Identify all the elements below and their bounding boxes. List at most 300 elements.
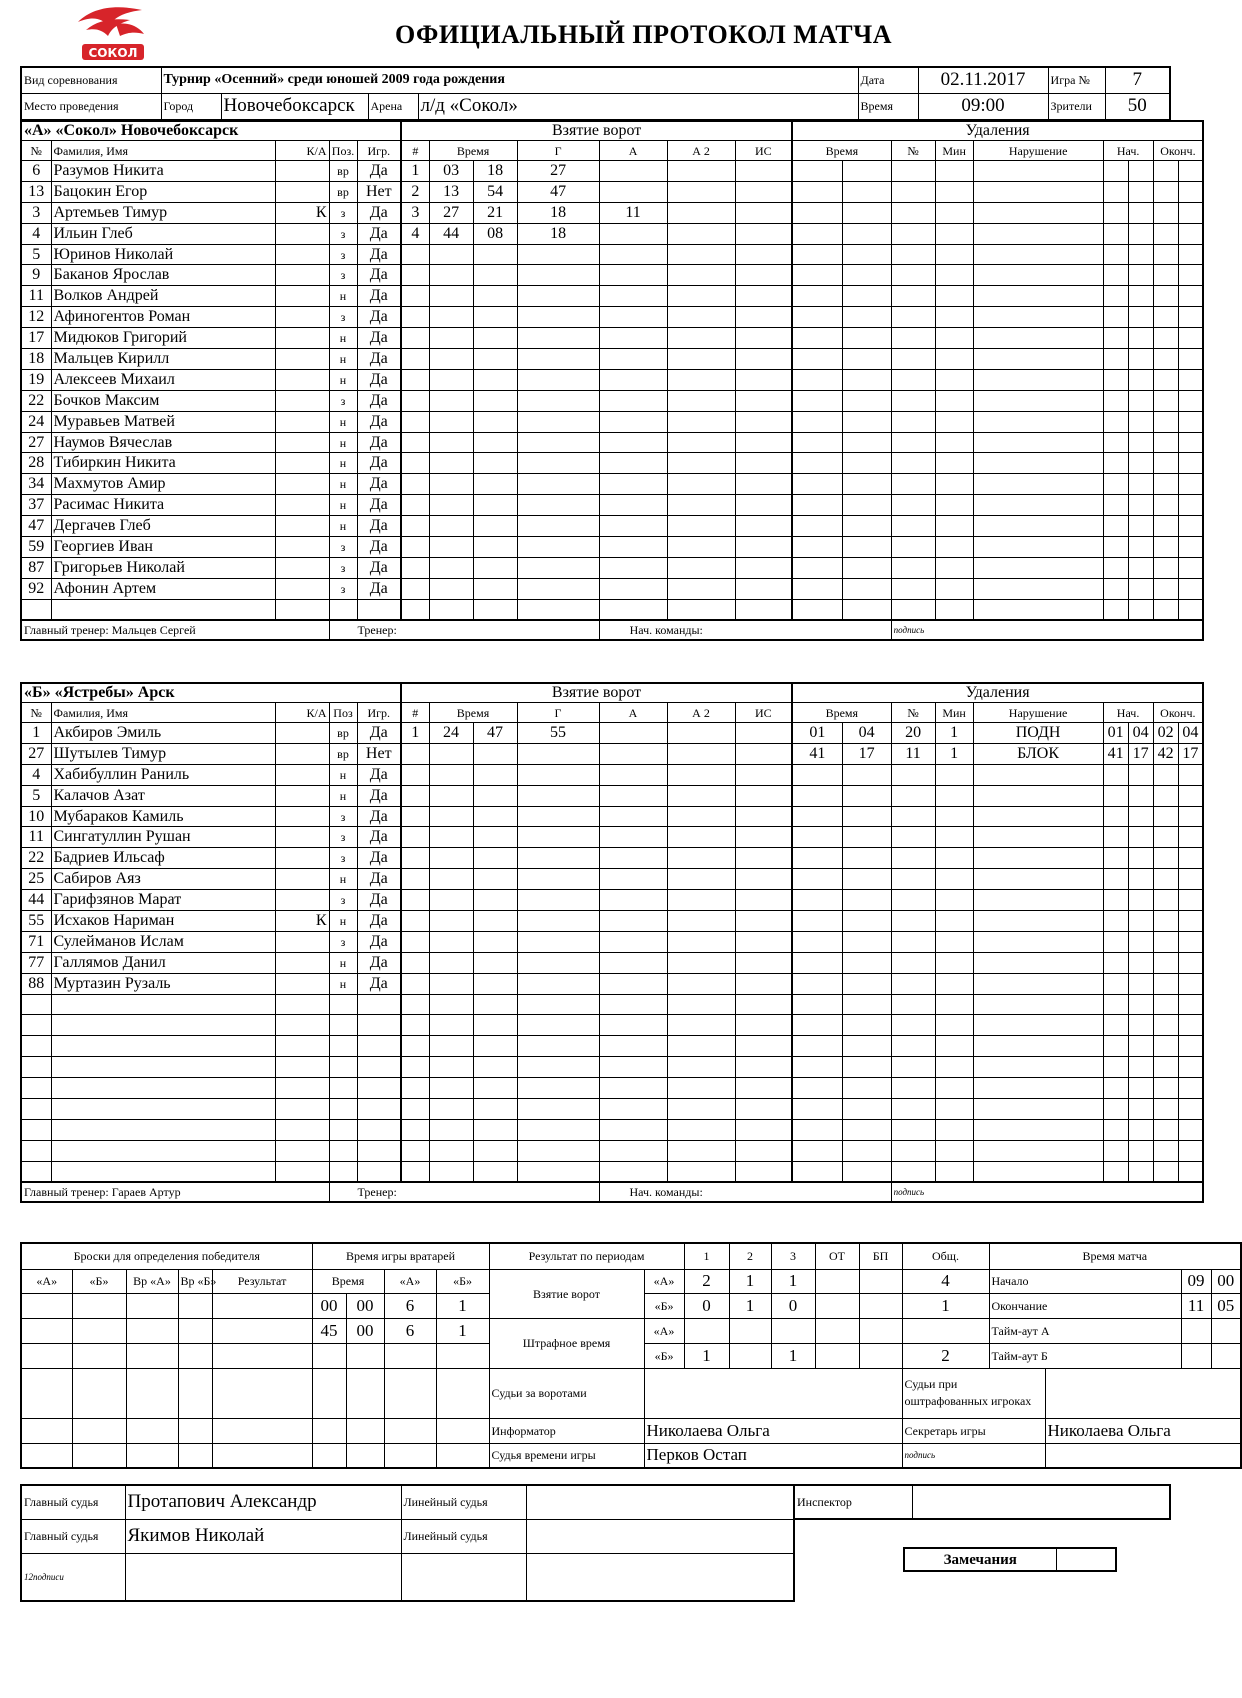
goal-assist-2 xyxy=(667,973,735,994)
player-played xyxy=(357,1161,401,1182)
penalty-end-sec xyxy=(1178,244,1203,265)
penalty-time-sec xyxy=(842,1036,891,1057)
player-captain-mark xyxy=(275,806,329,827)
goal-assist-2 xyxy=(667,453,735,474)
player-position: н xyxy=(329,869,357,890)
penalty-start-sec xyxy=(1128,994,1153,1015)
penalty-minutes xyxy=(935,328,973,349)
player-name xyxy=(51,994,275,1015)
goal-scorer xyxy=(517,994,599,1015)
goal-time-min xyxy=(429,537,473,558)
penalty-end-sec: 17 xyxy=(1178,743,1203,764)
player-played: Да xyxy=(357,349,401,370)
player-number xyxy=(21,1078,51,1099)
player-number: 22 xyxy=(21,390,51,411)
goal-scorer xyxy=(517,911,599,932)
penalty-end-min xyxy=(1153,599,1178,620)
penalty-start-sec xyxy=(1128,369,1153,390)
player-captain-mark xyxy=(275,390,329,411)
penalty-end-min xyxy=(1153,1036,1178,1057)
player-captain-mark: К xyxy=(275,202,329,223)
player-number: 19 xyxy=(21,369,51,390)
penalty-start-sec xyxy=(1128,181,1153,202)
goal-index xyxy=(401,516,429,537)
pen-b-p1: 1 xyxy=(684,1343,729,1368)
goal-index xyxy=(401,265,429,286)
player-position: н xyxy=(329,495,357,516)
goal-assist-1 xyxy=(599,1036,667,1057)
goal-time-sec xyxy=(473,890,517,911)
goal-assist-1 xyxy=(599,1119,667,1140)
penalty-start-min xyxy=(1103,474,1128,495)
goal-scorer: 18 xyxy=(517,223,599,244)
player-played: Да xyxy=(357,869,401,890)
arena-label: Арена xyxy=(368,93,418,119)
penalty-start-min xyxy=(1103,578,1128,599)
penalty-time-sec xyxy=(842,806,891,827)
goal-time-sec: 47 xyxy=(473,723,517,744)
penalty-time-sec xyxy=(842,869,891,890)
penalty-time-min xyxy=(792,307,842,328)
player-position: н xyxy=(329,911,357,932)
player-played: Нет xyxy=(357,181,401,202)
goal-situation xyxy=(735,1140,792,1161)
penalty-time-min xyxy=(792,1140,842,1161)
goal-assist-2 xyxy=(667,599,735,620)
penalty-minutes xyxy=(935,349,973,370)
penalty-start-min xyxy=(1103,869,1128,890)
goal-assist-1 xyxy=(599,952,667,973)
match-info-table xyxy=(20,66,1171,120)
penalty-start-min xyxy=(1103,827,1128,848)
penalty-end-sec xyxy=(1178,931,1203,952)
penalty-time-sec xyxy=(842,286,891,307)
goal-index xyxy=(401,537,429,558)
goals-b-p2: 1 xyxy=(729,1293,771,1318)
period-bp-header: БП xyxy=(859,1243,902,1269)
timeout-a-label: Тайм-аут А xyxy=(989,1318,1181,1343)
penalty-end-sec xyxy=(1178,994,1203,1015)
player-number: 27 xyxy=(21,432,51,453)
shootout-b-header: «Б» xyxy=(72,1269,126,1293)
penalty-time-min xyxy=(792,785,842,806)
goal-time-min xyxy=(429,952,473,973)
penalty-player-number xyxy=(891,599,935,620)
player-position xyxy=(329,1161,357,1182)
goal-assist-2 xyxy=(667,369,735,390)
penalty-end-min: 42 xyxy=(1153,743,1178,764)
penalty-violation xyxy=(973,1057,1103,1078)
player-position: вр xyxy=(329,743,357,764)
goals-a-bp xyxy=(859,1269,902,1293)
player-name: Артемьев Тимур xyxy=(51,202,275,223)
penalty-end-min xyxy=(1153,764,1178,785)
penalty-time-min xyxy=(792,495,842,516)
penalty-player-number xyxy=(891,806,935,827)
goal-time-sec xyxy=(473,244,517,265)
player-name: Алексеев Михаил xyxy=(51,369,275,390)
penalty-time-min xyxy=(792,1161,842,1182)
penalty-end-min xyxy=(1153,265,1178,286)
goal-time-sec: 54 xyxy=(473,181,517,202)
penalty-violation xyxy=(973,827,1103,848)
player-played: Да xyxy=(357,931,401,952)
goal-time-min xyxy=(429,474,473,495)
penalty-time-sec xyxy=(842,307,891,328)
penalty-start-min xyxy=(1103,1119,1128,1140)
gk-row2-b: 1 xyxy=(436,1318,489,1343)
col-pen-violation-header: Нарушение xyxy=(973,703,1103,723)
penalty-start-sec xyxy=(1128,1057,1153,1078)
penalty-start-min xyxy=(1103,537,1128,558)
penalty-end-min xyxy=(1153,785,1178,806)
goal-index: 3 xyxy=(401,202,429,223)
penalty-time-sec xyxy=(842,578,891,599)
goal-assist-2 xyxy=(667,952,735,973)
col-goal-a2-header: А 2 xyxy=(667,141,735,161)
goal-assist-1 xyxy=(599,723,667,744)
coach-sign-label: подпись xyxy=(891,1182,1203,1202)
player-position: н xyxy=(329,411,357,432)
goal-scorer xyxy=(517,848,599,869)
player-captain-mark xyxy=(275,307,329,328)
goal-scorer xyxy=(517,265,599,286)
player-played xyxy=(357,1099,401,1120)
penalty-end-min xyxy=(1153,432,1178,453)
penalty-start-min xyxy=(1103,202,1128,223)
goal-scorer xyxy=(517,764,599,785)
player-position: н xyxy=(329,286,357,307)
player-number: 9 xyxy=(21,265,51,286)
goal-assist-1 xyxy=(599,578,667,599)
penalty-minutes xyxy=(935,432,973,453)
secretary-value: Николаева Ольга xyxy=(1045,1418,1241,1443)
goal-scorer xyxy=(517,411,599,432)
player-name: Юринов Николай xyxy=(51,244,275,265)
penalty-end-sec xyxy=(1178,181,1203,202)
goal-time-min xyxy=(429,432,473,453)
goals-b-p1: 0 xyxy=(684,1293,729,1318)
player-number: 44 xyxy=(21,890,51,911)
penalty-time-min xyxy=(792,516,842,537)
penalty-violation xyxy=(973,599,1103,620)
player-name xyxy=(51,1015,275,1036)
goal-assist-2 xyxy=(667,764,735,785)
goal-assist-2 xyxy=(667,994,735,1015)
penalty-time-sec: 17 xyxy=(842,743,891,764)
goal-assist-1 xyxy=(599,432,667,453)
penalty-time-min xyxy=(792,244,842,265)
penalty-end-sec xyxy=(1178,599,1203,620)
penalty-time-sec xyxy=(842,1119,891,1140)
penalty-player-number xyxy=(891,890,935,911)
gk-time-title: Время игры вратарей xyxy=(312,1243,489,1269)
goal-assist-2 xyxy=(667,827,735,848)
player-played: Да xyxy=(357,952,401,973)
penalty-start-min xyxy=(1103,931,1128,952)
penalty-minutes xyxy=(935,495,973,516)
penalty-end-sec xyxy=(1178,307,1203,328)
goal-time-sec xyxy=(473,557,517,578)
player-name: Волков Андрей xyxy=(51,286,275,307)
penalty-end-sec: 04 xyxy=(1178,723,1203,744)
goal-time-min xyxy=(429,265,473,286)
player-number: 25 xyxy=(21,869,51,890)
goal-time-min: 03 xyxy=(429,161,473,182)
penalty-player-number xyxy=(891,869,935,890)
penalty-minutes xyxy=(935,286,973,307)
goal-index xyxy=(401,307,429,328)
goals-b-total: 1 xyxy=(902,1293,989,1318)
player-captain-mark xyxy=(275,1036,329,1057)
penalty-time-sec xyxy=(842,265,891,286)
col-pen-end-header: Оконч. xyxy=(1153,141,1203,161)
player-played: Да xyxy=(357,516,401,537)
penalty-time-sec xyxy=(842,432,891,453)
player-position: н xyxy=(329,516,357,537)
col-pen-end-header: Оконч. xyxy=(1153,703,1203,723)
penalty-time-sec xyxy=(842,390,891,411)
chief-referee-2: Якимов Николай xyxy=(125,1519,401,1553)
match-start-label: Начало xyxy=(989,1269,1181,1293)
pen-b-p2 xyxy=(729,1343,771,1368)
penalty-time-min xyxy=(792,869,842,890)
summary-table xyxy=(20,1242,1242,1469)
goal-index xyxy=(401,453,429,474)
penalty-violation xyxy=(973,495,1103,516)
goal-time-min xyxy=(429,369,473,390)
penalty-start-min xyxy=(1103,349,1128,370)
goal-situation xyxy=(735,369,792,390)
player-position: н xyxy=(329,785,357,806)
goal-index xyxy=(401,474,429,495)
penalty-time-min xyxy=(792,911,842,932)
penalty-time-min xyxy=(792,181,842,202)
periods-goals-b-label: «Б» xyxy=(644,1293,684,1318)
col-pos-header: Поз. xyxy=(329,141,357,161)
goal-assist-1 xyxy=(599,931,667,952)
player-position: н xyxy=(329,453,357,474)
player-number: 11 xyxy=(21,827,51,848)
goal-situation xyxy=(735,557,792,578)
goal-time-min: 13 xyxy=(429,181,473,202)
penalty-end-min xyxy=(1153,911,1178,932)
goal-scorer xyxy=(517,1140,599,1161)
player-number: 37 xyxy=(21,495,51,516)
goal-index xyxy=(401,973,429,994)
penalty-end-sec xyxy=(1178,911,1203,932)
goal-assist-1 xyxy=(599,181,667,202)
goal-assist-1 xyxy=(599,369,667,390)
competition-value: Турнир «Осенний» среди юношей 2009 года рождения xyxy=(161,67,858,93)
penalty-player-number xyxy=(891,474,935,495)
penalty-start-sec xyxy=(1128,827,1153,848)
player-played: Да xyxy=(357,848,401,869)
penalty-minutes xyxy=(935,578,973,599)
goal-index xyxy=(401,432,429,453)
goal-assist-2 xyxy=(667,390,735,411)
penalty-minutes xyxy=(935,827,973,848)
player-name: Сабиров Аяз xyxy=(51,869,275,890)
gk-row2-sec: 00 xyxy=(346,1318,384,1343)
pen-b-bp xyxy=(859,1343,902,1368)
col-played-header: Игр. xyxy=(357,141,401,161)
goal-assist-2 xyxy=(667,1161,735,1182)
player-position xyxy=(329,994,357,1015)
player-played: Да xyxy=(357,723,401,744)
player-position: н xyxy=(329,328,357,349)
penalty-player-number xyxy=(891,785,935,806)
player-number xyxy=(21,1057,51,1078)
penalty-end-sec xyxy=(1178,1099,1203,1120)
penalty-time-sec xyxy=(842,202,891,223)
penalty-start-min xyxy=(1103,764,1128,785)
goal-assist-2 xyxy=(667,411,735,432)
goal-situation xyxy=(735,1099,792,1120)
penalty-violation: ПОДН xyxy=(973,723,1103,744)
goal-assist-2 xyxy=(667,806,735,827)
player-number: 47 xyxy=(21,516,51,537)
goal-assist-1 xyxy=(599,785,667,806)
penalty-violation xyxy=(973,578,1103,599)
goal-assist-2 xyxy=(667,848,735,869)
goal-situation xyxy=(735,599,792,620)
goal-time-min xyxy=(429,1161,473,1182)
coach-sign-label: подпись xyxy=(891,620,1203,640)
goal-time-sec xyxy=(473,785,517,806)
goal-assist-1 xyxy=(599,869,667,890)
game-value: 7 xyxy=(1105,67,1170,93)
penalty-end-sec xyxy=(1178,1078,1203,1099)
penalty-minutes xyxy=(935,202,973,223)
penalties-section-title: Удаления xyxy=(792,121,1203,141)
penalty-minutes: 1 xyxy=(935,743,973,764)
penalty-minutes xyxy=(935,869,973,890)
penalty-time-min xyxy=(792,1036,842,1057)
player-name: Сулейманов Ислам xyxy=(51,931,275,952)
team-chief-label: Нач. команды: xyxy=(599,620,891,640)
penalty-player-number xyxy=(891,994,935,1015)
penalty-start-sec xyxy=(1128,453,1153,474)
penalty-end-min xyxy=(1153,806,1178,827)
goal-situation xyxy=(735,223,792,244)
penalty-violation xyxy=(973,1036,1103,1057)
player-name: Разумов Никита xyxy=(51,161,275,182)
goal-situation xyxy=(735,1078,792,1099)
penalty-violation xyxy=(973,265,1103,286)
penalty-player-number xyxy=(891,1036,935,1057)
penalty-end-sec xyxy=(1178,537,1203,558)
penalty-start-sec xyxy=(1128,785,1153,806)
goal-situation xyxy=(735,411,792,432)
penalty-player-number xyxy=(891,952,935,973)
pen-a-bp xyxy=(859,1318,902,1343)
trainer-label: Тренер: xyxy=(329,1182,599,1202)
gk-row1-sec: 00 xyxy=(346,1293,384,1318)
player-played: Да xyxy=(357,161,401,182)
penalty-start-sec xyxy=(1128,1015,1153,1036)
col-pen-min-header: Мин xyxy=(935,703,973,723)
penalty-end-sec xyxy=(1178,286,1203,307)
goal-assist-2 xyxy=(667,911,735,932)
goal-time-sec xyxy=(473,764,517,785)
goal-time-sec xyxy=(473,1099,517,1120)
player-captain-mark xyxy=(275,1161,329,1182)
goal-index xyxy=(401,869,429,890)
penalty-end-min xyxy=(1153,202,1178,223)
player-number: 5 xyxy=(21,785,51,806)
goal-assist-1 xyxy=(599,390,667,411)
goal-scorer xyxy=(517,369,599,390)
penalty-start-min xyxy=(1103,181,1128,202)
goal-index xyxy=(401,743,429,764)
goal-time-sec: 18 xyxy=(473,161,517,182)
penalty-player-number xyxy=(891,244,935,265)
goal-assist-1 xyxy=(599,265,667,286)
player-played: Да xyxy=(357,453,401,474)
player-name: Наумов Вячеслав xyxy=(51,432,275,453)
player-captain-mark xyxy=(275,890,329,911)
player-position xyxy=(329,1119,357,1140)
match-start-h: 09 xyxy=(1181,1269,1211,1293)
player-captain-mark xyxy=(275,516,329,537)
goal-time-min: 24 xyxy=(429,723,473,744)
penalty-start-min xyxy=(1103,848,1128,869)
penalty-time-min xyxy=(792,890,842,911)
player-name: Бацокин Егор xyxy=(51,181,275,202)
player-captain-mark xyxy=(275,474,329,495)
goal-index xyxy=(401,495,429,516)
goal-situation xyxy=(735,349,792,370)
penalty-player-number xyxy=(891,495,935,516)
gk-row1-b: 1 xyxy=(436,1293,489,1318)
goal-assist-1 xyxy=(599,848,667,869)
player-number: 18 xyxy=(21,349,51,370)
player-captain-mark xyxy=(275,557,329,578)
goal-index xyxy=(401,890,429,911)
penalty-violation xyxy=(973,973,1103,994)
col-goal-is-header: ИС xyxy=(735,703,792,723)
player-position xyxy=(329,1036,357,1057)
goal-scorer xyxy=(517,1078,599,1099)
goal-assist-1 xyxy=(599,1099,667,1120)
goal-index xyxy=(401,1036,429,1057)
chief-referee-label-1: Главный судья xyxy=(21,1485,125,1519)
penalty-minutes xyxy=(935,1057,973,1078)
goal-index: 1 xyxy=(401,723,429,744)
goal-time-sec xyxy=(473,973,517,994)
penalty-start-sec xyxy=(1128,516,1153,537)
player-captain-mark xyxy=(275,181,329,202)
informer-value: Николаева Ольга xyxy=(644,1418,902,1443)
penalty-end-min xyxy=(1153,994,1178,1015)
col-pen-start-header: Нач. xyxy=(1103,703,1153,723)
goal-assist-2 xyxy=(667,1036,735,1057)
penalty-player-number xyxy=(891,1015,935,1036)
player-played: Да xyxy=(357,244,401,265)
penalty-minutes xyxy=(935,390,973,411)
remarks-box xyxy=(903,1547,1117,1572)
gk-row2-min: 45 xyxy=(312,1318,346,1343)
penalty-start-sec xyxy=(1128,890,1153,911)
goal-scorer: 18 xyxy=(517,202,599,223)
goal-scorer xyxy=(517,349,599,370)
penalty-minutes xyxy=(935,369,973,390)
penalty-violation xyxy=(973,890,1103,911)
penalty-start-min xyxy=(1103,1057,1128,1078)
player-name: Шутылев Тимур xyxy=(51,743,275,764)
player-number xyxy=(21,1036,51,1057)
